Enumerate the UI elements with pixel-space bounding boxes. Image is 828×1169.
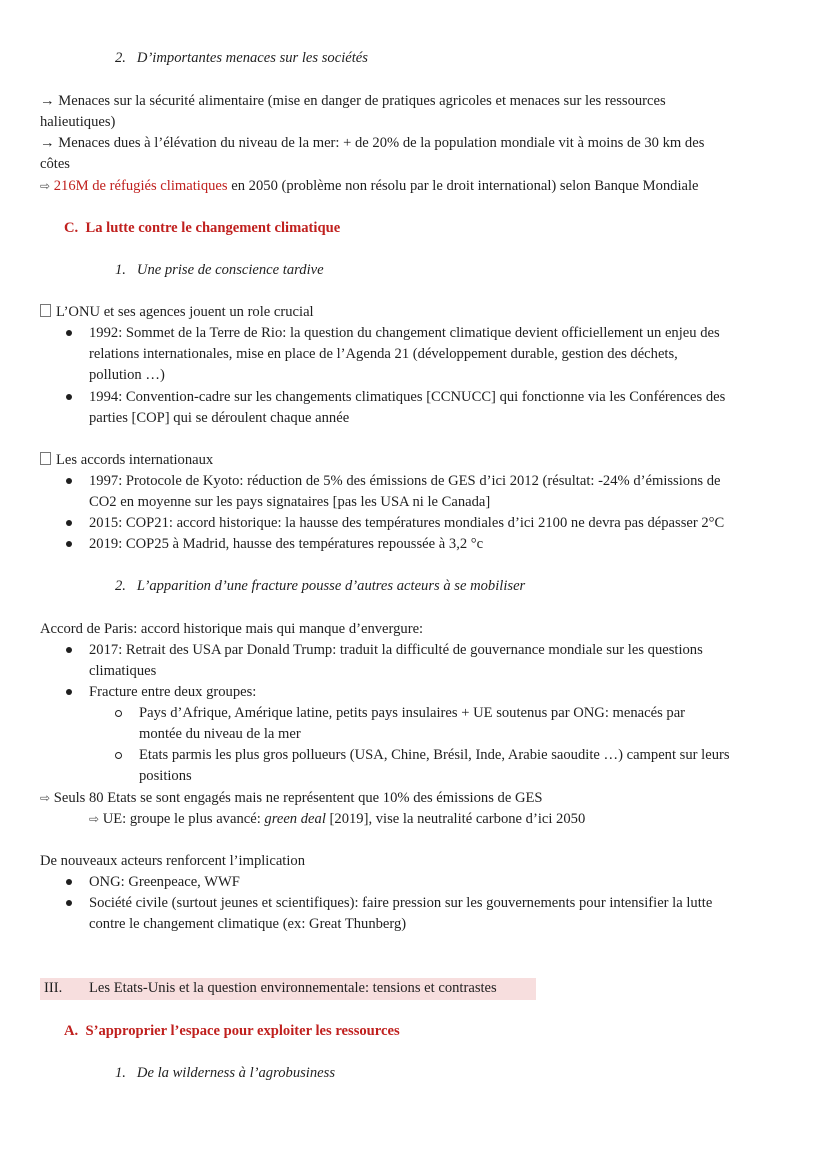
section-heading-c: C. La lutte contre le changement climatique <box>64 220 341 236</box>
onu-bullet-2: 1994: Convention-cadre sur les changements climatiques [CCNUCC] qui fonctionne via les Conférences des <box>89 389 726 405</box>
sub-bullet-icon <box>115 752 122 759</box>
bullet-icon <box>66 647 72 653</box>
sub-bullet-icon <box>115 710 122 717</box>
bullet-icon <box>66 394 72 400</box>
onu-bullet-1-cont: relations internationales, mise en place de l’Agenda 21 (développement durable, gestion des déchets, <box>89 346 678 362</box>
bullet-icon <box>66 879 72 885</box>
onu-bullet-1: 1992: Sommet de la Terre de Rio: la question du changement climatique devient officiellement un enjeu des <box>89 325 720 341</box>
accords-bullet-2: 2015: COP21: accord historique: la hausse des températures mondiales d’ici 2100 ne devra pas dépasser 2°C <box>89 515 725 531</box>
paris-bullet-1-cont: climatiques <box>89 663 157 679</box>
arrow-right-icon: → <box>40 93 55 109</box>
checkbox-square-icon <box>40 304 51 317</box>
paris-subbullet-1-cont: montée du niveau de la mer <box>139 726 301 742</box>
section-heading-iii-title: Les Etats-Unis et la question environnementale: tensions et contrastes <box>89 980 497 996</box>
paris-subbullet-2-cont: positions <box>139 768 192 784</box>
accords-bullet-3: 2019: COP25 à Madrid, hausse des températures repoussée à 3,2 °c <box>89 536 484 552</box>
menace-item-2-cont: côtes <box>40 156 70 172</box>
accords-heading: Les accords internationaux <box>40 450 213 471</box>
subsection-heading-wilderness: 1. De la wilderness à l’agrobusiness <box>115 1065 335 1081</box>
bullet-icon <box>66 478 72 484</box>
paris-subbullet-2: Etats parmis les plus gros pollueurs (USA, Chine, Brésil, Inde, Arabie saoudite …) campent sur leurs <box>139 747 730 763</box>
onu-bullet-2-cont: parties [COP] qui se déroulent chaque année <box>89 410 350 426</box>
paris-bullet-1: 2017: Retrait des USA par Donald Trump: traduit la difficulté de gouvernance mondiale sur les questions <box>89 642 703 658</box>
bullet-icon <box>66 541 72 547</box>
checkbox-square-icon <box>40 452 51 465</box>
acteurs-bullet-1: ONG: Greenpeace, WWF <box>89 874 240 890</box>
hollow-arrow-icon: ⇨ <box>40 179 51 193</box>
subsection-heading-menaces: 2. D’importantes menaces sur les sociétés <box>115 50 368 66</box>
onu-heading: L’ONU et ses agences jouent un role crucial <box>40 302 314 323</box>
hollow-arrow-icon: ⇨ <box>40 791 51 805</box>
menace-item-2: → Menaces dues à l’élévation du niveau de la mer: + de 20% de la population mondiale vit à moins de 30 km des <box>40 135 705 151</box>
refugees-highlight: 216M de réfugiés climatiques <box>53 178 228 194</box>
paris-heading: Accord de Paris: accord historique mais qui manque d’envergure: <box>40 621 424 637</box>
bullet-icon <box>66 520 72 526</box>
menace-item-1: → Menaces sur la sécurité alimentaire (mise en danger de pratiques agricoles et menaces sur les ressources <box>40 93 666 109</box>
paris-note-2: ⇨ UE: groupe le plus avancé: green deal [2019], vise la neutralité carbone d’ici 2050 <box>89 811 586 827</box>
paris-note-1: ⇨ Seuls 80 Etats se sont engagés mais ne représentent que 10% des émissions de GES <box>40 790 543 806</box>
bullet-icon <box>66 330 72 336</box>
section-heading-a: A. S’approprier l’espace pour exploiter les ressources <box>64 1023 400 1039</box>
acteurs-heading: De nouveaux acteurs renforcent l’implication <box>40 853 306 869</box>
menace-item-1-cont: halieutiques) <box>40 114 116 130</box>
paris-subbullet-1: Pays d’Afrique, Amérique latine, petits pays insulaires + UE soutenus par ONG: menacés par <box>139 705 686 721</box>
subsection-heading-prise-conscience: 1. Une prise de conscience tardive <box>115 262 324 278</box>
arrow-right-icon: → <box>40 135 55 151</box>
refugees-note: ⇨ 216M de réfugiés climatiques en 2050 (problème non résolu par le droit international) selon Banque Mondiale <box>40 178 699 194</box>
bullet-icon <box>66 900 72 906</box>
subsection-heading-fracture: 2. L’apparition d’une fracture pousse d’autres acteurs à se mobiliser <box>115 578 526 594</box>
accords-bullet-1: 1997: Protocole de Kyoto: réduction de 5% des émissions de GES d’ici 2012 (résultat: -24% d’émissions de <box>89 473 721 489</box>
bullet-icon <box>66 689 72 695</box>
onu-bullet-1-cont2: pollution …) <box>89 367 165 383</box>
acteurs-bullet-2: Société civile (surtout jeunes et scientifiques): faire pression sur les gouvernements pour intensifier la lutte <box>89 895 713 911</box>
acteurs-bullet-2-cont: contre le changement climatique (ex: Great Thunberg) <box>89 916 407 932</box>
paris-bullet-2: Fracture entre deux groupes: <box>89 684 257 700</box>
hollow-arrow-icon: ⇨ <box>89 812 100 826</box>
section-heading-iii: III. <box>44 980 63 996</box>
accords-bullet-1-cont: CO2 en moyenne sur les pays signataires [pas les USA ni le Canada] <box>89 494 491 510</box>
